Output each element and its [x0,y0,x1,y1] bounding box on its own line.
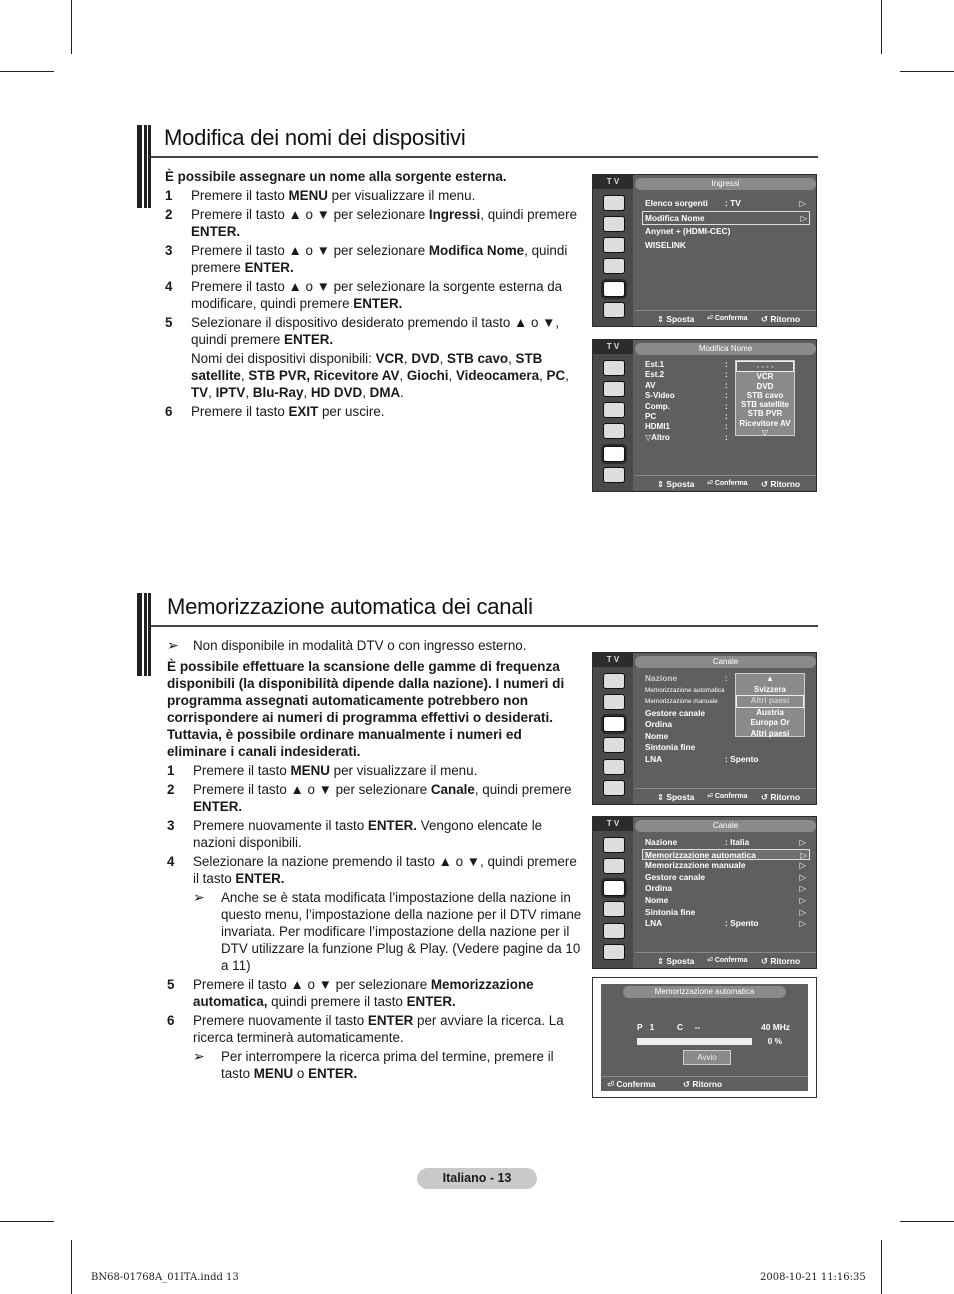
menu-title: Canale [635,656,816,668]
menu-item-label: Nome [645,894,669,905]
chevron-right-icon: ▷ [800,213,807,223]
step-text: Premere il tasto ▲ o ▼ per selezionare Canale, quindi premere ENTER. [193,782,572,814]
tv-footer [635,788,816,804]
move-hint: ⇕ Sposta [657,956,695,966]
dropdown-option[interactable]: ▲ [766,674,774,683]
menu-item[interactable] [645,239,808,253]
back-hint: ↺ Ritorno [761,314,801,324]
menu-item-label: LNA [645,918,663,929]
menu-item-label: LNA [645,753,663,764]
section-marker [137,125,151,208]
footer-timestamp: 2008-10-21 11:16:35 [760,1272,866,1283]
section2-note [167,637,585,654]
crop-mark [0,71,54,72]
dropdown-option[interactable]: Europa Or [750,718,790,728]
move-hint: ⇕ Sposta [657,479,695,489]
dropdown-option[interactable]: ▽ [761,428,769,438]
step-number: 6 [167,1013,175,1028]
menu-item-label: PC [645,411,657,421]
menu-item-label: Nome [645,730,669,741]
menu-item-label: Est.1 [645,360,665,369]
input-icon [603,281,625,297]
step-text: Premere il tasto ▲ o ▼ per selezionare Ingressi, quindi premere ENTER. [191,207,578,239]
input-icon [603,923,625,939]
back-hint: ↺ Ritorno [761,479,801,489]
step-3 [167,817,585,851]
menu-item-value: : [725,422,728,432]
dropdown-option[interactable]: STB cavo [746,390,784,400]
chevron-right-icon: ▷ [799,883,806,894]
auto-store-title: Memorizzazione automatica [623,986,786,998]
picture-icon [603,360,625,376]
section1-steps [165,187,585,420]
application-icon [603,467,625,483]
step-note-text: Anche se è stata modificata l’impostazione della nazione in questo menu, l’impostazione della nazione per il DTV rimane invariata. Per modificare l’impostazione della nazione per il DTV utilizzare la funzione Plug & Play. (Vedere pagine da 10 a 11) [221,890,582,973]
tv-screen-canale-nazione [592,652,817,805]
dropdown-option[interactable]: - - - - [736,361,794,372]
menu-item[interactable] [645,225,808,239]
tv-screen-modifica-nome [592,339,817,492]
tv-label: T V [593,653,633,667]
auto-store-frame [592,977,817,1098]
tv-screen-canale [592,816,817,969]
crop-mark [900,1221,954,1222]
chevron-right-icon: ▷ [799,918,806,929]
picture-icon [603,195,625,211]
application-icon [603,944,625,960]
setup-icon [603,737,625,753]
menu-item[interactable] [645,197,808,211]
chevron-right-icon: ▷ [799,894,806,905]
dropdown-option[interactable]: DVD [756,381,774,391]
dropdown-option[interactable]: Altri paesi [750,728,790,738]
step-note [167,1048,585,1082]
menu-item[interactable] [645,895,808,907]
country-dropdown[interactable] [735,673,805,737]
step-number: 4 [167,854,175,869]
menu-item-label: Memorizzazione automatica [645,849,756,860]
frequency-readout: 40 MHz [761,1022,790,1032]
confirm-hint: ⏎ Conferma [607,1079,656,1089]
menu-item-label: Ordina [645,883,672,894]
menu-item[interactable] [645,883,808,895]
setup-icon [603,901,625,917]
confirm-hint: ⏎ Conferma [707,793,748,800]
step-text: Premere il tasto EXIT per uscire. [191,404,385,419]
channel-icon [603,716,625,732]
start-button[interactable]: Avvio [683,1050,731,1065]
menu-item-label: Elenco sorgenti [645,198,708,208]
menu-item[interactable] [642,211,810,225]
step-number: 2 [167,782,175,797]
menu-item-label: HDMI1 [645,422,670,432]
auto-store-screen [601,984,808,1091]
auto-store-footer [601,1076,808,1091]
picture-icon [603,673,625,689]
sound-icon [603,858,625,874]
step-number: 4 [165,279,173,294]
menu-list [645,197,808,253]
menu-item-label: Memorizzazione manuale [645,860,746,871]
note-arrow-icon: ➢ [167,637,179,653]
menu-item-label: Sintonia fine [645,742,696,752]
menu-item[interactable] [645,907,808,919]
dropdown-option[interactable]: STB PVR [747,409,783,419]
dropdown-option[interactable]: Ricevitore AV [739,418,791,428]
step-text: Premere il tasto ▲ o ▼ per selezionare Modifica Nome, quindi premere ENTER. [191,243,568,275]
tv-label: T V [593,175,633,189]
confirm-hint: ⏎ Conferma [707,315,748,322]
chevron-right-icon: ▷ [799,198,806,208]
menu-item-value: : [725,391,728,401]
note-arrow-icon: ➢ [193,889,205,905]
step-2 [165,206,585,240]
section1-text [165,168,585,422]
menu-item-value: : [725,673,728,683]
back-hint: ↺ Ritorno [761,956,801,966]
crop-mark [881,1240,882,1294]
confirm-hint: ⏎ Conferma [707,957,748,964]
menu-item[interactable] [645,837,808,849]
channel-icon [603,402,625,418]
menu-item[interactable] [645,860,808,872]
step-3 [165,242,585,276]
program-label: P 1 [637,1022,655,1032]
menu-item-value: : [725,432,728,442]
menu-item[interactable] [642,849,810,861]
menu-item-label: Gestore canale [645,871,706,882]
section2-intro: È possibile effettuare la scansione delle gamme di frequenza disponibili (la disponibilità dipende dalla nazione). I numeri di programma assegnati automaticamente potrebbero non corrispondere ai numeri di programma effettivi o desiderati. Tuttavia, è possibile ordinare manualmente i numeri ed eliminare i canali indesiderati. [167,659,565,759]
channel-label: C -- [677,1022,701,1032]
menu-item-value: : Spento [725,753,759,764]
step-5 [167,976,585,1010]
dropdown-option[interactable]: Svizzera [753,684,787,694]
menu-item-label: Anynet + (HDMI-CEC) [645,226,731,236]
note-arrow-icon: ➢ [193,1048,205,1064]
section2-title: Memorizzazione automatica dei canali [167,594,533,619]
step-1 [165,187,585,204]
crop-mark [881,0,882,54]
menu-item-label: S-Video [645,391,675,401]
move-hint: ⇕ Sposta [657,792,695,802]
channel-icon [603,237,625,253]
step-6 [165,403,585,420]
section1-intro: È possibile assegnare un nome alla sorgente esterna. [165,169,507,184]
setup-icon [603,258,625,274]
progress-bar [637,1038,752,1045]
step-number: 1 [165,188,173,203]
step-text: Selezionare la nazione premendo il tasto ▲ o ▼, quindi premere il tasto ENTER. [193,854,577,886]
page-number: Italiano - 13 [417,1168,537,1189]
sound-icon [603,216,625,232]
menu-item-value: : Italia [725,837,750,847]
menu-item-label: Comp. [645,401,670,411]
crop-mark [71,0,72,54]
menu-item[interactable] [645,918,808,930]
dropdown-option[interactable]: Altri paesi [736,695,804,708]
back-hint: ↺ Ritorno [761,792,801,802]
chevron-right-icon: ▷ [799,906,806,917]
section2-steps [167,762,585,1082]
setup-icon [603,423,625,439]
dropdown-option[interactable]: VCR [756,372,774,382]
menu-item[interactable] [645,872,808,884]
dropdown-option[interactable]: STB satellite [740,400,789,410]
menu-item-value: : [725,360,728,369]
step-extra [165,350,585,401]
sound-icon [603,381,625,397]
menu-item-label: Nazione [645,837,678,847]
menu-item-label: Nazione [645,673,678,683]
step-number: 2 [165,207,173,222]
chevron-right-icon: ▷ [800,849,807,860]
confirm-hint: ⏎ Conferma [707,480,748,487]
menu-item-label: Gestore canale [645,707,706,718]
tv-label: T V [593,817,633,831]
chevron-right-icon: ▷ [799,837,806,847]
step-5 [165,314,585,348]
section2-text [167,637,585,1084]
application-icon [603,780,625,796]
menu-item-label: AV [645,380,656,390]
chevron-right-icon: ▷ [799,871,806,882]
back-hint: ↺ Ritorno [683,1079,723,1089]
device-name-dropdown[interactable] [735,360,795,436]
sound-icon [603,694,625,710]
menu-item-label: Ordina [645,719,672,729]
menu-item[interactable] [645,742,808,754]
menu-item-label: WISELINK [645,240,686,250]
section-marker [137,593,151,676]
step-text: Nomi dei dispositivi disponibili: VCR, DVD, STB cavo, STB satellite, STB PVR, Ricevitore AV, Giochi, Videocamera, PC, TV, IPTV, Blu-Ray, HD DVD, DMA. [191,351,569,400]
menu-item-value: : Spento [725,918,759,929]
step-number: 5 [167,977,175,992]
section1-title: Modifica dei nomi dei dispositivi [164,125,466,150]
picture-icon [603,837,625,853]
section-rule [151,156,818,158]
tv-footer [635,952,816,968]
step-text: Premere il tasto ▲ o ▼ per selezionare la sorgente esterna da modificare, quindi premere ENTER. [191,279,563,311]
tv-footer [635,310,816,326]
step-number: 3 [165,243,173,258]
menu-item[interactable] [645,754,808,766]
move-hint: ⇕ Sposta [657,314,695,324]
tv-screen-ingressi [592,174,817,327]
chevron-right-icon: ▷ [799,860,806,871]
step-6 [167,1012,585,1046]
step-note-text: Per interrompere la ricerca prima del termine, premere il tasto MENU o ENTER. [221,1049,554,1081]
application-icon [603,302,625,318]
menu-list [645,837,808,930]
menu-item-label: Memorizzazione automatica [645,686,725,694]
step-text: Premere il tasto MENU per visualizzare il menu. [193,763,478,778]
step-text: Premere il tasto ▲ o ▼ per selezionare Memorizzazione automatica, quindi premere il tasto ENTER. [193,977,534,1009]
crop-mark [0,1221,54,1222]
crop-mark [71,1240,72,1294]
step-number: 1 [167,763,175,778]
step-note [167,889,585,974]
step-text: Premere nuovamente il tasto ENTER. Vengono elencate le nazioni disponibili. [193,818,543,850]
step-1 [167,762,585,779]
step-number: 6 [165,404,173,419]
step-text: Premere il tasto MENU per visualizzare il menu. [191,188,476,203]
channel-icon [603,880,625,896]
step-text: Premere nuovamente il tasto ENTER per avviare la ricerca. La ricerca terminerà automaticamente. [193,1013,564,1045]
menu-item-label: Memorizzazione manuale [645,698,718,705]
step-number: 3 [167,818,175,833]
dropdown-option[interactable]: Austria [756,707,784,717]
tv-footer [635,475,816,491]
menu-title: Ingressi [635,178,816,190]
menu-title: Canale [635,820,816,832]
menu-item-value: : TV [725,198,741,208]
section-rule [151,625,818,627]
menu-item-value: : [725,380,728,390]
step-number: 5 [165,315,173,330]
menu-item-label: ▽Altro [645,432,670,442]
note-text: Non disponibile in modalità DTV o con ingresso esterno. [193,638,527,653]
footer-filename: BN68-01768A_01ITA.indd 13 [91,1272,239,1283]
menu-item-label: Est.2 [645,370,665,380]
crop-mark [900,71,954,72]
step-text: Selezionare il dispositivo desiderato premendo il tasto ▲ o ▼, quindi premere ENTER. [191,315,560,347]
menu-item-value: : [725,370,728,380]
step-4 [165,278,585,312]
step-2 [167,781,585,815]
menu-title: Modifica Nome [635,343,816,355]
menu-item-value: : [725,401,728,411]
step-4 [167,853,585,887]
menu-item-label: Sintonia fine [645,906,696,917]
tv-label: T V [593,340,633,354]
input-icon [603,759,625,775]
menu-item-value: : [725,411,728,421]
input-icon [603,446,625,462]
menu-item-label: Modifica Nome [645,213,705,223]
progress-percent: 0 % [767,1036,782,1046]
